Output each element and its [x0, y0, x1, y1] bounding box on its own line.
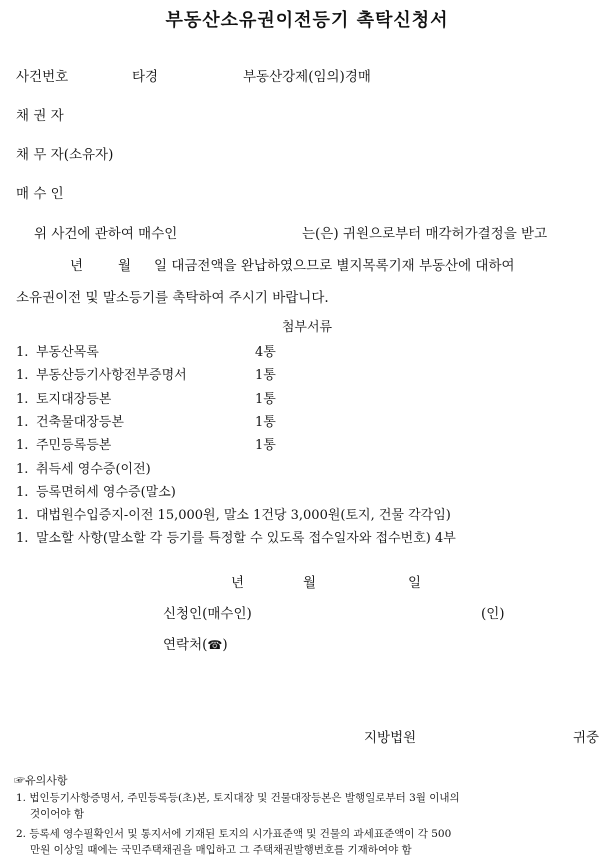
phone-icon: ☎	[207, 638, 223, 652]
date-day: 일	[408, 575, 422, 591]
attachment-number: 1.	[16, 531, 29, 547]
attachment-count: 1통	[255, 438, 276, 454]
attachment-number: 1.	[16, 438, 29, 454]
note-line-4: 만원 이상일 때에는 국민주택채권을 매입하고 그 주택채권발행번호를 기재하여야 함	[30, 844, 412, 856]
attachment-name: 등록면허세 영수증(말소)	[36, 484, 176, 500]
attachment-number: 1.	[16, 508, 29, 524]
paragraph-line3: 소유권이전 및 말소등기를 촉탁하여 주시기 바랍니다.	[16, 290, 329, 306]
paragraph-line2-rest: 일 대금전액을 완납하였으므로 별지목록기재 부동산에 대하여	[154, 258, 515, 274]
attachment-item	[16, 434, 111, 453]
attachment-item	[16, 388, 111, 407]
attachment-count: 1통	[255, 414, 276, 430]
attachment-name: 부동산등기사항전부증명서	[36, 368, 187, 384]
attachment-count: 4통	[255, 345, 276, 360]
attachments-heading: 첨부서류	[281, 320, 333, 335]
attachment-number: 1.	[16, 368, 29, 384]
attachment-item	[16, 458, 151, 477]
attachment-number: 1.	[16, 345, 29, 360]
notes-heading-label: 유의사항	[25, 774, 68, 787]
attachment-name: 말소할 사항(말소할 각 등기를 특정할 수 있도록 접수일자와 접수번호) 4부	[36, 531, 456, 547]
attachment-item	[16, 411, 124, 430]
case-type: 타경	[132, 69, 159, 85]
attachment-count: 1통	[255, 368, 276, 384]
attachment-number: 1.	[16, 484, 29, 500]
contact-label: 연락처(	[163, 637, 208, 653]
attachment-name: 대법원수입증지-이전 15,000원, 말소 1건당 3,000원(토지, 건물 각각임)	[36, 508, 451, 524]
attachment-name: 토지대장등본	[36, 391, 112, 407]
note-line-2: 것이어야 함	[30, 808, 85, 820]
attachment-count: 1통	[255, 391, 276, 407]
paragraph-month: 월	[118, 258, 132, 274]
date-month: 월	[303, 575, 317, 591]
creditor-label: 채 권 자	[16, 108, 64, 124]
court-name: 지방법원	[364, 730, 417, 746]
attachment-item	[16, 504, 451, 523]
buyer-label: 매 수 인	[16, 186, 64, 202]
attachment-name: 주민등록등본	[36, 438, 112, 454]
applicant-seal: (인)	[481, 606, 505, 622]
pointing-hand-icon: ☞	[14, 774, 25, 787]
notes-heading	[14, 772, 68, 788]
attachment-item	[16, 364, 187, 383]
date-year: 년	[231, 575, 245, 591]
attachment-number: 1.	[16, 414, 29, 430]
attachment-number: 1.	[16, 391, 29, 407]
attachment-name: 건축물대장등본	[36, 414, 124, 430]
case-name: 부동산강제(임의)경매	[243, 69, 371, 85]
case-number-label: 사건번호	[16, 69, 69, 85]
contact-close: )	[222, 637, 228, 653]
paragraph-line1-start: 위 사건에 관하여 매수인	[34, 226, 178, 242]
attachment-item	[16, 527, 456, 546]
court-suffix: 귀중	[573, 730, 600, 746]
attachment-item	[16, 341, 99, 360]
debtor-label: 채 무 자(소유자)	[16, 147, 114, 163]
attachment-item	[16, 481, 176, 500]
note-line-3: 2. 등록세 영수필확인서 및 통지서에 기재된 토지의 시가표준액 및 건물의 과세표준액이 각 500	[16, 828, 452, 840]
attachment-name: 취득세 영수증(이전)	[36, 461, 151, 477]
attachment-number: 1.	[16, 461, 29, 477]
document-title: 부동산소유권이전등기 촉탁신청서	[165, 10, 449, 31]
attachment-name: 부동산목록	[36, 345, 99, 360]
paragraph-year: 년	[70, 258, 84, 274]
contact-field	[163, 633, 228, 653]
note-line-1: 1. 법인등기사항증명서, 주민등록등(초)본, 토지대장 및 건물대장등본은 발행일로부터 3월 이내의	[16, 792, 460, 804]
paragraph-line1-end: 는(은) 귀원으로부터 매각허가결정을 받고	[302, 226, 548, 242]
applicant-label: 신청인(매수인)	[163, 606, 252, 622]
